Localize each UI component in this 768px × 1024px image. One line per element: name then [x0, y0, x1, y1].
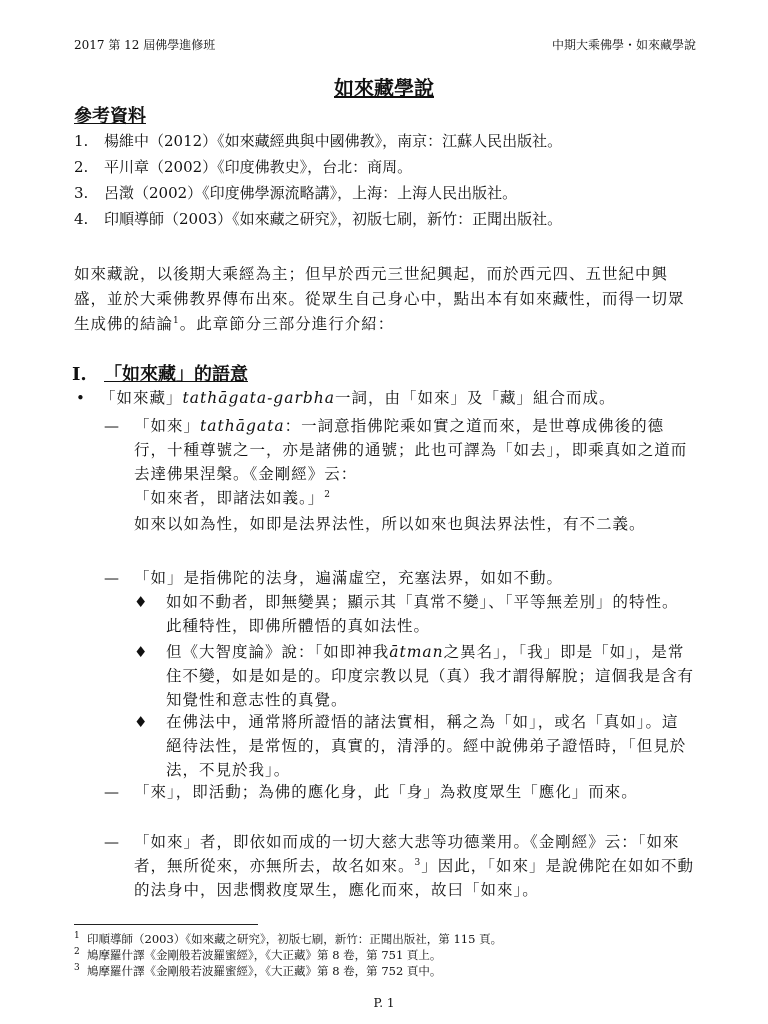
- footnote-ref: 2: [324, 489, 331, 500]
- reference-item: [74, 154, 704, 180]
- intro-tail: 。此章節分三部分進行介紹：: [179, 315, 395, 333]
- footnote-number: 1: [74, 931, 80, 942]
- dash-item-ru: 「如」是指佛陀的法身，遍滿虛空，充塞法界，如如不動。: [134, 569, 564, 587]
- footnote-divider: [74, 924, 258, 925]
- dash-item-rulai: [134, 414, 694, 486]
- dash-continuation: 如來以如為性，如即是法界法性，所以如來也與法界法性，有不二義。: [134, 515, 646, 533]
- reference-number: 4.: [74, 210, 89, 228]
- diamond-text: 但《大智度論》說：「如即神我: [166, 643, 390, 661]
- footnote-ref: 1: [173, 315, 180, 326]
- section-title: 「如來藏」的語意: [104, 364, 248, 385]
- footnote-ref: 3: [414, 857, 422, 868]
- footnote-number: 2: [74, 947, 80, 958]
- sanskrit-term: ātman: [389, 643, 444, 661]
- dash-marker: —: [104, 417, 119, 435]
- diamond-item: 如如不動者，即無變異；顯示其「真常不變」、「平等無差別」的特性。此種特性，即佛所體悟的真如法性。: [166, 593, 679, 635]
- footnote-text: 印順導師（2003）《如來藏之研究》，初版七刷，新竹：正聞出版社，第 115 頁。: [87, 932, 503, 946]
- page-number: P. 1: [373, 996, 395, 1010]
- reference-list: [74, 128, 704, 232]
- dash-marker: —: [104, 783, 119, 801]
- header-right: 中期大乘佛學・如來藏學說: [551, 38, 696, 52]
- bullet-marker: •: [76, 389, 85, 407]
- dash-marker: —: [104, 833, 119, 851]
- reference-number: 1.: [74, 132, 89, 150]
- bullet-item: [100, 386, 700, 410]
- diamond-text: 之異名」，「我」即是「如」，是常住不變，如是如是的。印度宗教以見（真）我才謂得解脫；這個我是含有知覺性和意志性的真覺。: [166, 643, 695, 709]
- dash-text: ：一詞意指佛陀乘如實之道而來，是世尊成佛後的德行，十種尊號之一，亦是諸佛的通號；此也可譯為「如去」，即乘真如之道而去達佛果涅槃。《金剛經》云：: [134, 417, 688, 483]
- dash-item-lai: 「來」，即活動；為佛的應化身，此「身」為救度眾生「應化」而來。: [134, 783, 638, 801]
- page-title: 如來藏學說: [334, 76, 434, 100]
- reference-text: 楊維中（2012）《如來藏經典與中國佛教》，南京：江蘇人民出版社。: [104, 132, 563, 150]
- dash-text: 「如來」者，即依如而成的一切大慈大悲等功德業用。《金剛經》云：「如來者，無所從來，亦無所去，故名如來。: [134, 833, 680, 875]
- reference-number: 2.: [74, 158, 89, 176]
- reference-text: 呂澂（2002）《印度佛學源流略講》，上海：上海人民出版社。: [104, 184, 518, 202]
- dash-text: 「如來」: [134, 417, 201, 435]
- quote-text: 「如來者，即諸法如義。」: [134, 489, 325, 507]
- reference-item: [74, 206, 704, 232]
- footnote: [74, 964, 441, 979]
- footnote-number: 3: [74, 963, 80, 974]
- diamond-marker: ♦: [134, 593, 148, 611]
- references-heading: 參考資料: [74, 106, 146, 127]
- sanskrit-term: tathāgata: [200, 417, 285, 435]
- footnote-text: 鳩摩羅什譯《金剛般若波羅蜜經》，《大正藏》第 8 卷，第 751 頁上。: [87, 948, 442, 962]
- section-number: I.: [72, 364, 87, 385]
- reference-text: 印順導師（2003）《如來藏之研究》，初版七刷，新竹：正聞出版社。: [104, 210, 563, 228]
- footnote: [74, 948, 441, 963]
- bullet-text: 「如來藏」: [100, 389, 183, 407]
- reference-number: 3.: [74, 184, 89, 202]
- intro-paragraph: [74, 262, 692, 337]
- reference-item: [74, 180, 704, 206]
- dash-marker: —: [104, 569, 119, 587]
- quote-line: [134, 486, 694, 510]
- reference-item: [74, 128, 704, 154]
- footnote-text: 鳩摩羅什譯《金剛般若波羅蜜經》，《大正藏》第 8 卷，第 752 頁中。: [87, 964, 442, 978]
- header-left: 2017 第 12 屆佛學進修班: [74, 38, 216, 52]
- bullet-text: 一詞，由「如來」及「藏」組合而成。: [335, 389, 616, 407]
- footnote: [74, 932, 502, 947]
- reference-text: 平川章（2002）《印度佛教史》，台北：商周。: [104, 158, 413, 176]
- sanskrit-term: tathāgata-garbha: [182, 389, 336, 407]
- diamond-item: 在佛法中，通常將所證悟的諸法實相，稱之為「如」，或名「真如」。這絕待法性，是常恆的，真實的，清淨的。經中說佛弟子證悟時，「但見於法，不見於我」。: [166, 713, 687, 779]
- diamond-marker: ♦: [134, 713, 148, 731]
- diamond-item: [166, 640, 694, 712]
- intro-text: 如來藏說，以後期大乘經為主；但早於西元三世紀興起，而於西元四、五世紀中興盛，並於大乘佛教界傳布出來。從眾生自己身心中，點出本有如來藏性，而得一切眾生成佛的結論: [74, 265, 685, 333]
- dash-item-rulai-meaning: [134, 830, 694, 902]
- section-heading: [72, 360, 248, 386]
- diamond-marker: ♦: [134, 643, 148, 661]
- dash-text: 」因此，「如來」是說佛陀在如如不動的法身中，因悲憫救度眾生，應化而來，故曰「如來」。: [134, 857, 695, 899]
